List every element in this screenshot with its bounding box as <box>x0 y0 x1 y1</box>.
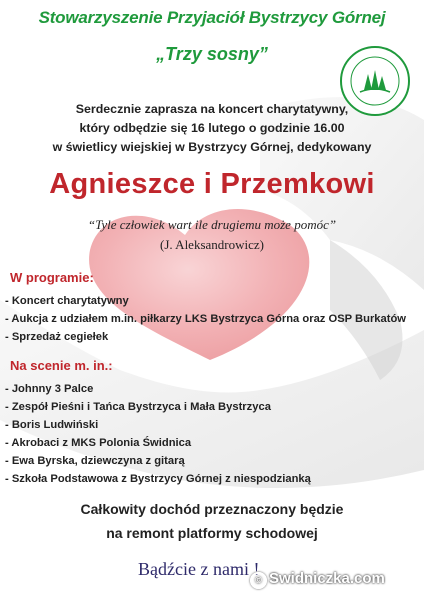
stage-item: - Akrobaci z MKS Polonia Świdnica <box>5 437 192 449</box>
stage-list <box>5 380 311 488</box>
site-watermark <box>250 570 385 589</box>
program-list <box>5 292 406 346</box>
program-heading: W programie: <box>10 270 94 285</box>
footer-line: na remont platformy schodowej <box>106 525 318 541</box>
invitation-line: Serdecznie zaprasza na koncert charytatywny, <box>75 102 349 116</box>
closing-text: Bądźcie z nami ! <box>138 559 260 579</box>
organization-nickname: „Trzy sosny” <box>156 44 268 64</box>
stage-item: - Zespół Pieśni i Tańca Bystrzyca i Mała Bystrzyca <box>5 401 271 413</box>
program-item: - Aukcja z udziałem m.in. piłkarzy LKS Bystrzyca Górna oraz OSP Burkatów <box>5 313 407 325</box>
stage-item: - Ewa Byrska, dziewczyna z gitarą <box>5 455 185 467</box>
stage-item: - Boris Ludwiński <box>5 419 99 431</box>
copyright-icon: © <box>250 572 267 589</box>
stage-heading: Na scenie m. in.: <box>10 358 113 373</box>
watermark-text: Swidniczka.com <box>269 570 385 587</box>
program-item: - Sprzedaż cegiełek <box>5 331 109 343</box>
stage-item: - Szkoła Podstawowa z Bystrzycy Górnej z niespodzianką <box>5 473 311 485</box>
invitation-text <box>20 100 404 157</box>
quote-author: (J. Aleksandrowicz) <box>160 237 264 252</box>
footer-note <box>0 497 424 545</box>
quote-text: “Tyle człowiek wart ile drugiemu może pomóc” <box>87 217 337 232</box>
footer-line: Całkowity dochód przeznaczony będzie <box>80 501 344 517</box>
stage-item: - Johnny 3 Palce <box>5 383 94 395</box>
dedication-headline: Agnieszce i Przemkowi <box>49 168 375 200</box>
invitation-line: który odbędzie się 16 lutego o godzinie 16.00 <box>79 121 345 135</box>
invitation-line: w świetlicy wiejskiej w Bystrzycy Górnej, dedykowany <box>52 140 372 154</box>
organization-name: Stowarzyszenie Przyjaciół Bystrzycy Górnej <box>38 8 386 27</box>
program-item: - Koncert charytatywny <box>5 295 129 307</box>
